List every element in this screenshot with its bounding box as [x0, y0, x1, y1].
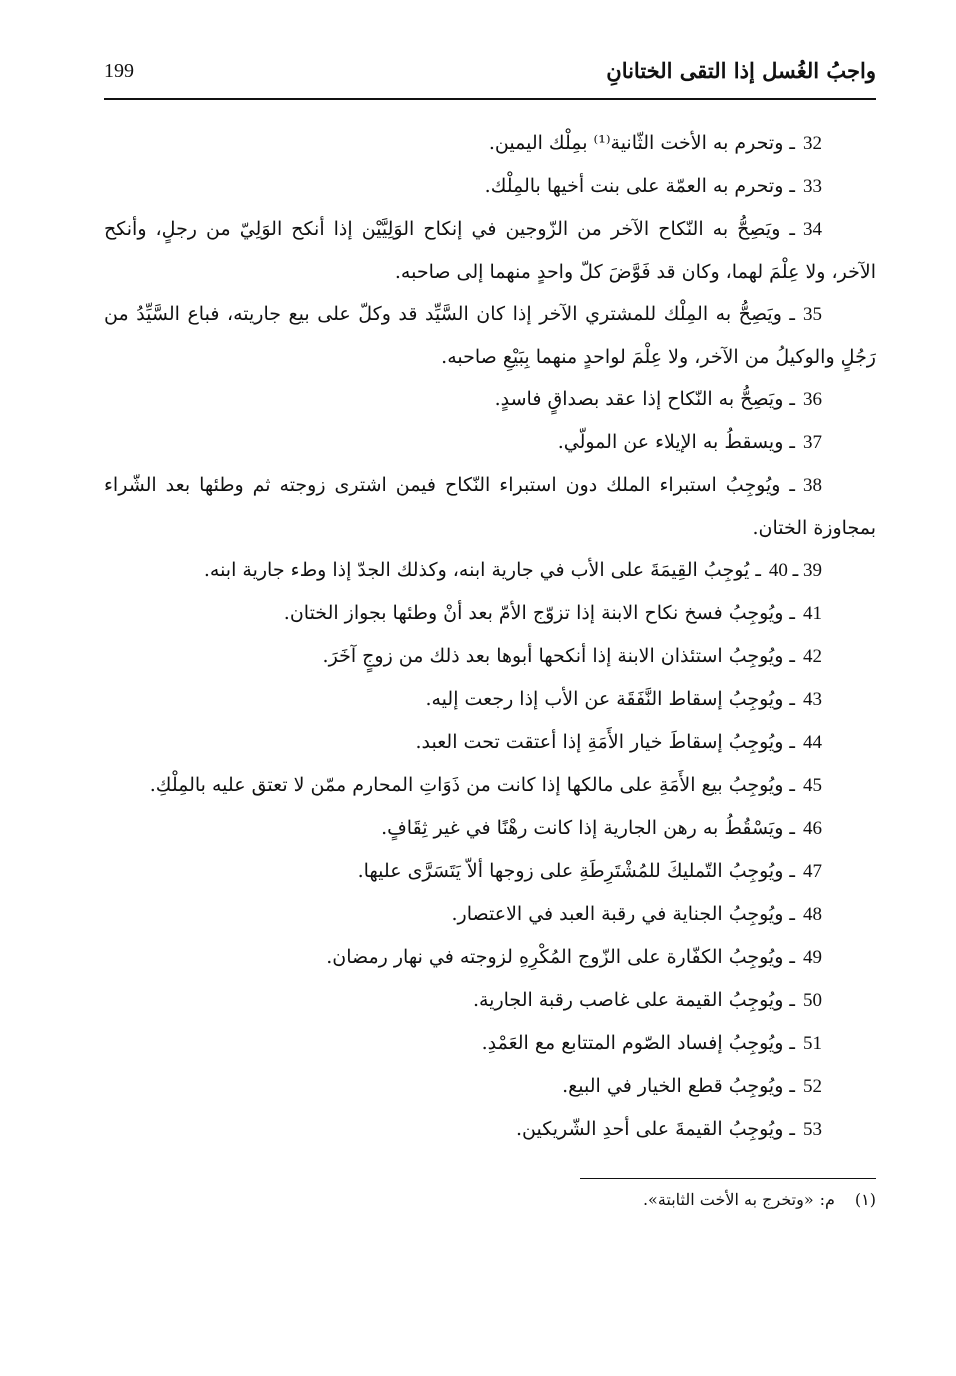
list-item — [104, 678, 876, 721]
item-number: 39 ـ 40 — [768, 560, 822, 581]
item-text: ـ ويُوجِبُ استئذان الابنة إذا أنكحها أبوها بعد ذلك من زوجٍ آخَرَ. — [322, 645, 795, 667]
list-item — [104, 293, 876, 378]
item-number: 38 — [803, 475, 822, 496]
item-number: 34 — [803, 219, 822, 240]
list-item — [104, 1065, 876, 1108]
list-item — [104, 1108, 876, 1151]
list-item — [104, 165, 876, 208]
item-number: 45 — [803, 775, 822, 796]
footnote-marker: (١) — [854, 1190, 876, 1209]
list-item — [104, 979, 876, 1022]
item-number: 33 — [803, 176, 822, 197]
list-item — [104, 208, 876, 293]
item-number: 36 — [803, 389, 822, 410]
list-item — [104, 549, 876, 592]
item-text: ـ ويُوجِبُ إسقاطَ خيار الأَمَةِ إذا أعتقت تحت العبد. — [415, 731, 795, 753]
body-text — [104, 122, 876, 1151]
item-number: 43 — [803, 689, 822, 710]
list-item — [104, 592, 876, 635]
item-text: ـ ويُوجِبُ الكفّارة على الزّوج المُكْرِهِ لزوجته في نهار رمضان. — [326, 946, 795, 968]
footnote — [643, 1190, 876, 1209]
item-text: ـ ويُوجِبُ إفساد الصّوم المتتابع مع العَمْدِ. — [481, 1032, 795, 1054]
list-item — [104, 464, 876, 549]
item-number: 32 — [803, 133, 822, 154]
footnote-divider — [580, 1178, 876, 1179]
item-text: ـ ويَصِحُّ به النّكاح إذا عقد بصداقٍ فاسدٍ. — [494, 388, 795, 410]
running-title: واجبُ الغُسل إذا التقى الختانانِ — [606, 58, 876, 83]
item-text: ـ ويُوجِبُ إسقاط النَّفَقَة عن الأب إذا رجعت إليه. — [425, 688, 795, 710]
item-number: 41 — [803, 603, 822, 624]
item-text: ـ ويُوجِبُ القيمةَ على أحدِ الشّريكين. — [515, 1118, 795, 1140]
item-text: ـ وتحرم به العمّة على بنت أخيها بالمِلْك. — [484, 175, 795, 197]
item-text: ـ ويُوجِبُ التّمليكَ للمُشْتَرِطَةِ على زوجها ألاّ يَتَسَرَّى عليها. — [357, 860, 795, 882]
item-number: 51 — [803, 1033, 822, 1054]
footnote-text: «وتخرج به الأخت الثابتة». — [642, 1190, 814, 1209]
item-number: 44 — [803, 732, 822, 753]
list-item — [104, 764, 876, 807]
item-number: 35 — [803, 304, 822, 325]
item-text: ـ ويُوجِبُ القيمة على غاصب رقبة الجارية. — [472, 989, 795, 1011]
item-number: 49 — [803, 947, 822, 968]
item-number: 50 — [803, 990, 822, 1011]
footnote-label: م: — [819, 1190, 835, 1209]
list-item — [104, 807, 876, 850]
list-item — [104, 421, 876, 464]
item-number: 42 — [803, 646, 822, 667]
item-number: 46 — [803, 818, 822, 839]
item-text: ـ ويُوجِبُ قطع الخيار في البيع. — [562, 1075, 795, 1097]
list-item — [104, 635, 876, 678]
header-divider — [104, 98, 876, 100]
item-text: ـ ويَصِحُّ به المِلْك للمشتري الآخر إذا كان السَّيِّد قد وكلّ على بيع جاريته، فباع السَّيِّدُ من رَجُلٍ والوكيلُ من الآخر، ولا عِلْمَ لواحدٍ منهما بِبَيْعِ صاحبه. — [104, 303, 876, 368]
page-number: 199 — [104, 60, 134, 82]
list-item — [104, 721, 876, 764]
item-number: 48 — [803, 904, 822, 925]
list-item — [104, 936, 876, 979]
item-text: ـ ويَصِحُّ به النّكاح الآخر من الزّوجين في إنكاح الوَلِيَّيْن إذا أنكح الوَلِيّ من رجلٍ، وأنكح الآخر، ولا عِلْمَ لهما، وكان قد فَوَّضَ كلّ واحدٍ منهما إلى صاحبه. — [104, 218, 876, 283]
item-number: 52 — [803, 1076, 822, 1097]
page-header — [104, 58, 876, 98]
list-item — [104, 850, 876, 893]
item-number: 53 — [803, 1119, 822, 1140]
item-text: ـ يُوجِبُ القِيمَةَ على الأب في جارية ابنه، وكذلك الجدّ إذا وطء جارية ابنه. — [203, 559, 761, 581]
item-text: ـ ويُوجِبُ بيع الأَمَةِ على مالكها إذا كانت من ذَوَاتِ المحارم ممّن لا تعتق عليه بالمِلْكِ. — [149, 774, 795, 796]
list-item — [104, 378, 876, 421]
item-text: ـ ويُوجِبُ فسخ نكاح الابنة إذا تزوّج الأمّ بعد أنْ وطئها بجواز الختان. — [283, 602, 795, 624]
item-text: ـ ويُوجِبُ استبراء الملك دون استبراء النّكاح فيمن اشترى زوجته ثم وطئها بعد الشّراء بمجاوزة الختان. — [104, 474, 876, 539]
item-number: 47 — [803, 861, 822, 882]
item-text: ـ وتحرم به الأخت الثّانية⁽¹⁾ بمِلْك اليمين. — [488, 132, 795, 154]
list-item — [104, 1022, 876, 1065]
item-text: ـ ويَسْقُطُ به رهن الجارية إذا كانت رهْنًا في غير ثِقَافٍ. — [381, 817, 795, 839]
list-item — [104, 122, 876, 165]
list-item — [104, 893, 876, 936]
item-text: ـ ويسقطُ به الإيلاء عن المولّي. — [557, 431, 795, 453]
item-text: ـ ويُوجِبُ الجناية في رقبة العبد في الاعتصار. — [451, 903, 795, 925]
item-number: 37 — [803, 432, 822, 453]
